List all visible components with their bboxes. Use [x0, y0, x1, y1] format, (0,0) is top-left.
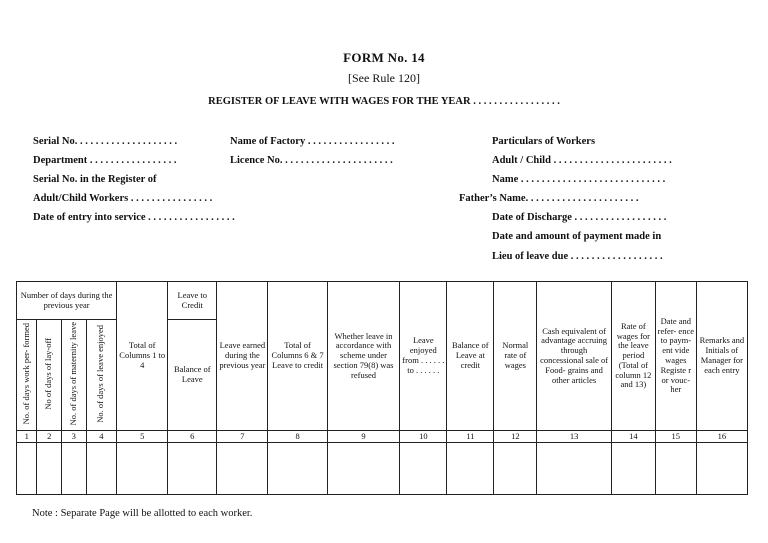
col-number: 7 — [217, 431, 268, 443]
date-discharge-field: Date of Discharge . . . . . . . . . . . . . . . . . . — [492, 212, 667, 223]
col15-header: Date and refer- ence to paym- ent vide wages Registe r or vouc- her — [655, 282, 696, 431]
worker-name-field: Name . . . . . . . . . . . . . . . . . . . . . . . . . . . . — [492, 174, 666, 185]
empty-cell — [117, 443, 168, 495]
particulars-heading: Particulars of Workers — [492, 136, 596, 147]
factory-name-field: Name of Factory . . . . . . . . . . . . . . . . . — [230, 136, 395, 147]
col13-header: Cash equivalent of advantage accruing through concessional sale of Food- grains and other articles — [537, 282, 612, 431]
licence-no-field: Licence No. . . . . . . . . . . . . . . . . . . . . . — [230, 155, 393, 166]
empty-cell — [696, 443, 747, 495]
empty-cell — [327, 443, 400, 495]
footer-note: Note : Separate Page will be allotted to each worker. — [32, 508, 253, 519]
empty-cell — [268, 443, 327, 495]
empty-cell — [168, 443, 217, 495]
col-number: 6 — [168, 431, 217, 443]
empty-cell — [61, 443, 86, 495]
empty-cell — [611, 443, 655, 495]
col12-header: Normal rate of wages — [494, 282, 537, 431]
col-number: 15 — [655, 431, 696, 443]
empty-cell — [17, 443, 37, 495]
empty-cell — [400, 443, 447, 495]
col-number: 16 — [696, 431, 747, 443]
empty-cell — [494, 443, 537, 495]
serial-register-label: Serial No. in the Register of — [33, 174, 157, 185]
col10-header: Leave enjoyed from . . . . . . to . . . . . . — [400, 282, 447, 431]
col-number: 1 — [17, 431, 37, 443]
empty-cell — [537, 443, 612, 495]
column-number-row — [17, 431, 748, 443]
col3-header: No. of days of maternity leave — [61, 320, 86, 431]
col14-header: Rate of wages for the leave period (Total of column 12 and 13) — [611, 282, 655, 431]
col-number: 13 — [537, 431, 612, 443]
empty-cell — [217, 443, 268, 495]
col6-header: Balance of Leave — [168, 320, 217, 431]
group-days-header: Number of days during the previous year — [17, 282, 117, 320]
rule-reference: [See Rule 120] — [348, 71, 420, 85]
col-number: 8 — [268, 431, 327, 443]
col-number: 4 — [86, 431, 117, 443]
empty-cell — [655, 443, 696, 495]
date-entry-field: Date of entry into service . . . . . . . . . . . . . . . . . — [33, 212, 235, 223]
col-number: 14 — [611, 431, 655, 443]
col1-header: No. of days work per- formed — [17, 320, 37, 431]
leave-to-credit-header: Leave to Credit — [168, 282, 217, 320]
col-number: 12 — [494, 431, 537, 443]
register-heading: REGISTER OF LEAVE WITH WAGES FOR THE YEAR . . . . . . . . . . . . . . . . . — [208, 96, 560, 107]
leave-register-table — [16, 281, 748, 495]
col-number: 3 — [61, 431, 86, 443]
col8-header: Total of Columns 6 & 7 Leave to credit — [268, 282, 327, 431]
serial-no-field: Serial No. . . . . . . . . . . . . . . . . . . . — [33, 136, 178, 147]
adult-child-field: Adult / Child . . . . . . . . . . . . . . . . . . . . . . . — [492, 155, 672, 166]
department-field: Department . . . . . . . . . . . . . . . . . — [33, 155, 177, 166]
col-number: 11 — [447, 431, 494, 443]
col9-header: Whether leave in accordance with scheme under section 79(8) was refused — [327, 282, 400, 431]
table-row — [17, 443, 748, 495]
col-number: 5 — [117, 431, 168, 443]
col-number: 10 — [400, 431, 447, 443]
col11-header: Balance of Leave at credit — [447, 282, 494, 431]
form-title: FORM No. 14 — [343, 50, 425, 65]
col2-header: No of days of lay-off — [37, 320, 62, 431]
col4-header: No. of days of leave enjoyed — [86, 320, 117, 431]
col-number: 9 — [327, 431, 400, 443]
col-number: 2 — [37, 431, 62, 443]
empty-cell — [86, 443, 117, 495]
adult-child-workers-field: Adult/Child Workers . . . . . . . . . . . . . . . . — [33, 193, 213, 204]
payment-label: Date and amount of payment made in — [492, 231, 662, 242]
lieu-leave-field: Lieu of leave due . . . . . . . . . . . . . . . . . . — [492, 251, 663, 262]
empty-cell — [447, 443, 494, 495]
fathers-name-field: Father’s Name. . . . . . . . . . . . . . . . . . . . . . — [459, 193, 639, 204]
col7-header: Leave earned during the previous year — [217, 282, 268, 431]
col16-header: Remarks and Initials of Manager for each entry — [696, 282, 747, 431]
col5-header: Total of Columns 1 to 4 — [117, 282, 168, 431]
empty-cell — [37, 443, 62, 495]
